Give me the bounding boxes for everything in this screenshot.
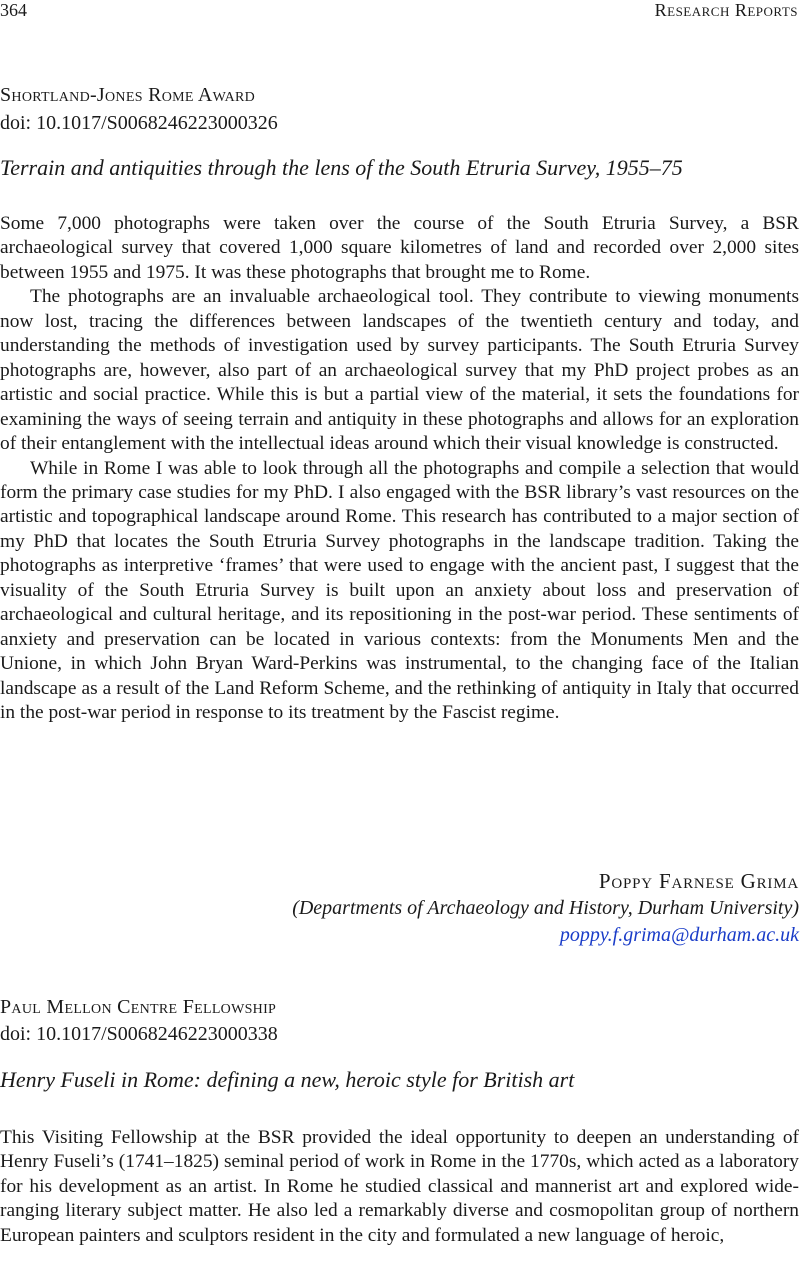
doi-1: doi: 10.1017/S0068246223000326	[0, 112, 278, 134]
report-2-body	[0, 1126, 799, 1248]
award-heading-1: Shortland-Jones Rome Award	[0, 84, 256, 106]
author-email-link[interactable]: poppy.f.grima@durham.ac.uk	[559, 924, 799, 946]
author-signature-1	[292, 868, 799, 949]
running-head-section: Research Reports	[654, 0, 798, 20]
page-number: 364	[0, 0, 27, 20]
paragraph: Some 7,000 photographs were taken over the course of the South Etruria Survey, a BSR archaeological survey that covered 1,000 square kilometres of land and recorded over 2,000 sites between 1955 and 1975. It was these photographs that brought me to Rome.	[0, 213, 799, 283]
doi-2: doi: 10.1017/S0068246223000338	[0, 1023, 278, 1045]
award-heading-2: Paul Mellon Centre Fellowship	[0, 996, 277, 1018]
paragraph: This Visiting Fellowship at the BSR provided the ideal opportunity to deepen an understanding of Henry Fuseli’s (1741–1825) seminal period of work in Rome in the 1770s, which acted as a laboratory for his development as an artist. In Rome he studied classical and mannerist art and explored wide-ranging literary subject matter. He also led a remarkably diverse and cosmopolitan group of northern European painters and sculptors resident in the city and formulated a new language of heroic,	[0, 1127, 799, 1246]
running-head	[0, 0, 800, 26]
report-1-body	[0, 212, 799, 726]
paragraph: The photographs are an invaluable archaeological tool. They contribute to viewing monuments now lost, tracing the differences between landscapes of the twentieth century and today, and understanding the methods of investigation used by survey participants. The South Etruria Survey photographs are, however, also part of an archaeological survey that my PhD project probes as an artistic and social practice. While this is but a partial view of the material, it sets the foundations for examining the ways of seeing terrain and antiquity in these photographs and allows for an exploration of their entanglement with the intellectual ideas around which their visual knowledge is constructed.	[0, 286, 799, 455]
article-title-1: Terrain and antiquities through the lens of the South Etruria Survey, 1955–75	[0, 155, 683, 180]
article-title-2: Henry Fuseli in Rome: defining a new, heroic style for British art	[0, 1067, 575, 1092]
author-affiliation: (Departments of Archaeology and History, Durham University)	[292, 897, 799, 919]
author-name: Poppy Farnese Grima	[598, 869, 799, 893]
paragraph: While in Rome I was able to look through all the photographs and compile a selection that would form the primary case studies for my PhD. I also engaged with the BSR library’s vast resources on the artistic and topographical landscape around Rome. This research has contributed to a major section of my PhD that locates the South Etruria Survey photographs in the landscape tradition. Taking the photographs as interpretive ‘frames’ that were used to engage with the ancient past, I suggest that the visuality of the South Etruria Survey is built upon an anxiety about loss and preservation of archaeological and cultural heritage, and its repositioning in the post-war period. These sentiments of anxiety and preservation can be located in various contexts: from the Monuments Men and the Unione, in which John Bryan Ward-Perkins was instrumental, to the changing face of the Italian landscape as a result of the Land Reform Scheme, and the rethinking of antiquity in Italy that occurred in the post-war period in response to its treatment by the Fascist regime.	[0, 457, 799, 724]
